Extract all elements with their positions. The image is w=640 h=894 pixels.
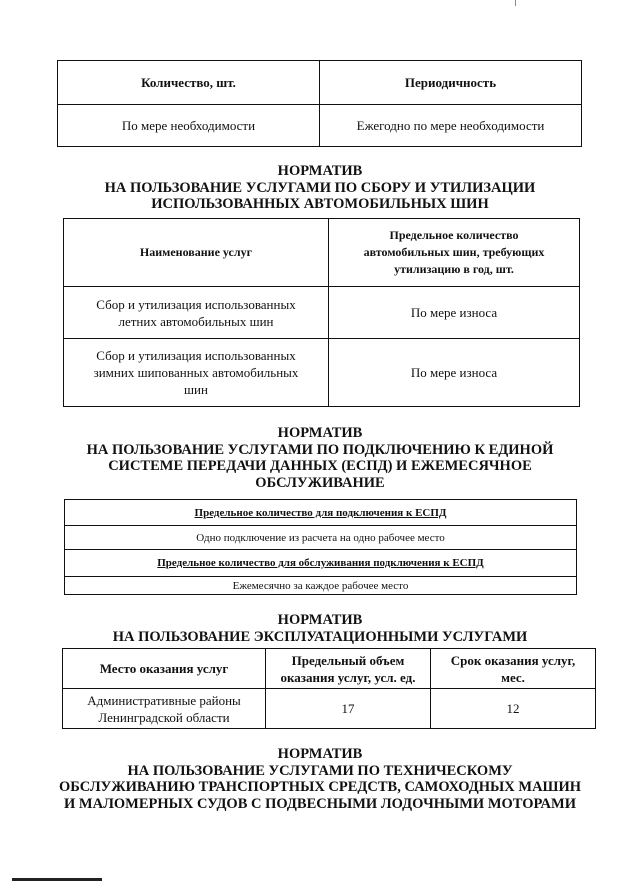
table-quantity-periodicity (57, 60, 582, 147)
heading-tire-recycling (40, 163, 600, 213)
heading-line: ОБСЛУЖИВАНИЕ (255, 474, 385, 491)
cell-line: шин (184, 382, 208, 397)
heading-line: НОРМАТИВ (277, 746, 363, 762)
heading-line: НОРМАТИВ (277, 612, 363, 628)
cell-periodicity: Ежегодно по мере необходимости (320, 105, 582, 147)
cell-service-winter (64, 339, 329, 407)
cell-quantity: По мере необходимости (58, 105, 320, 147)
cell-line: Ленинградской области (98, 709, 230, 725)
heading-line: НА ПОЛЬЗОВАНИЕ УСЛУГАМИ ПО ТЕХНИЧЕСКОМУ (127, 762, 513, 779)
cell-line: Административные районы (87, 692, 241, 708)
header-term (431, 649, 596, 689)
header-place: Место оказания услуг (63, 649, 266, 689)
cell-place (63, 689, 266, 729)
row-espd-service-value: Ежемесячно за каждое рабочее место (65, 577, 577, 595)
cell-service-summer (64, 287, 329, 339)
header-volume (266, 649, 431, 689)
header-line: автомобильных шин, требующих (363, 245, 545, 259)
cell-line: Сбор и утилизация использованных (96, 348, 296, 363)
header-line: утилизацию в год, шт. (394, 262, 514, 276)
scan-mark-top (515, 0, 516, 6)
header-line: оказания услуг, усл. ед. (280, 669, 416, 685)
heading-line: НОРМАТИВ (277, 425, 363, 441)
cell-volume: 17 (266, 689, 431, 729)
header-quantity: Количество, шт. (58, 61, 320, 105)
cell-term: 12 (431, 689, 596, 729)
cell-line: зимних шипованных автомобильных (93, 365, 299, 380)
heading-line: ОБСЛУЖИВАНИЮ ТРАНСПОРТНЫХ СРЕДСТВ, САМОХОДНЫХ МАШИН (58, 779, 582, 795)
cell-limit-summer: По мере износа (329, 287, 580, 339)
heading-line: НА ПОЛЬЗОВАНИЕ УСЛУГАМИ ПО ПОДКЛЮЧЕНИЮ К ЕДИНОЙ (86, 441, 554, 458)
cell-line: Сбор и утилизация использованных (96, 296, 296, 312)
scan-mark-bottom (12, 878, 102, 881)
header-line: Срок оказания услуг, (450, 652, 576, 668)
cell-limit-winter: По мере износа (329, 339, 580, 407)
heading-operational-services (40, 612, 600, 645)
header-tire-limit (329, 219, 580, 287)
heading-line: НА ПОЛЬЗОВАНИЕ ЭКСПЛУАТАЦИОННЫМИ УСЛУГАМИ (112, 628, 528, 645)
header-line: Предельный объем (291, 652, 405, 668)
header-periodicity: Периодичность (320, 61, 582, 105)
table-operational-services (62, 648, 596, 729)
row-espd-connection-limit: Предельное количество для подключения к ЕСПД (65, 500, 577, 526)
table-tire-recycling (63, 218, 580, 407)
heading-line: СИСТЕМЕ ПЕРЕДАЧИ ДАННЫХ (ЕСПД) И ЕЖЕМЕСЯЧНОЕ (108, 458, 532, 474)
heading-line: НОРМАТИВ (277, 163, 363, 179)
header-service-name: Наименование услуг (64, 219, 329, 287)
heading-line: И МАЛОМЕРНЫХ СУДОВ С ПОДВЕСНЫМИ ЛОДОЧНЫМИ МОТОРАМИ (64, 795, 576, 812)
heading-vehicle-maintenance (40, 746, 600, 812)
header-line: мес. (501, 669, 525, 685)
header-line: Предельное количество (389, 228, 519, 242)
heading-espd (40, 425, 600, 491)
row-espd-service-limit: Предельное количество для обслуживания подключения к ЕСПД (65, 550, 577, 577)
row-espd-connection-value: Одно подключение из расчета на одно рабочее место (65, 526, 577, 550)
table-espd (64, 499, 577, 595)
heading-line: НА ПОЛЬЗОВАНИЕ УСЛУГАМИ ПО СБОРУ И УТИЛИЗАЦИИ (104, 179, 536, 196)
heading-line: ИСПОЛЬЗОВАННЫХ АВТОМОБИЛЬНЫХ ШИН (151, 196, 489, 212)
cell-line: летних автомобильных шин (118, 313, 274, 329)
